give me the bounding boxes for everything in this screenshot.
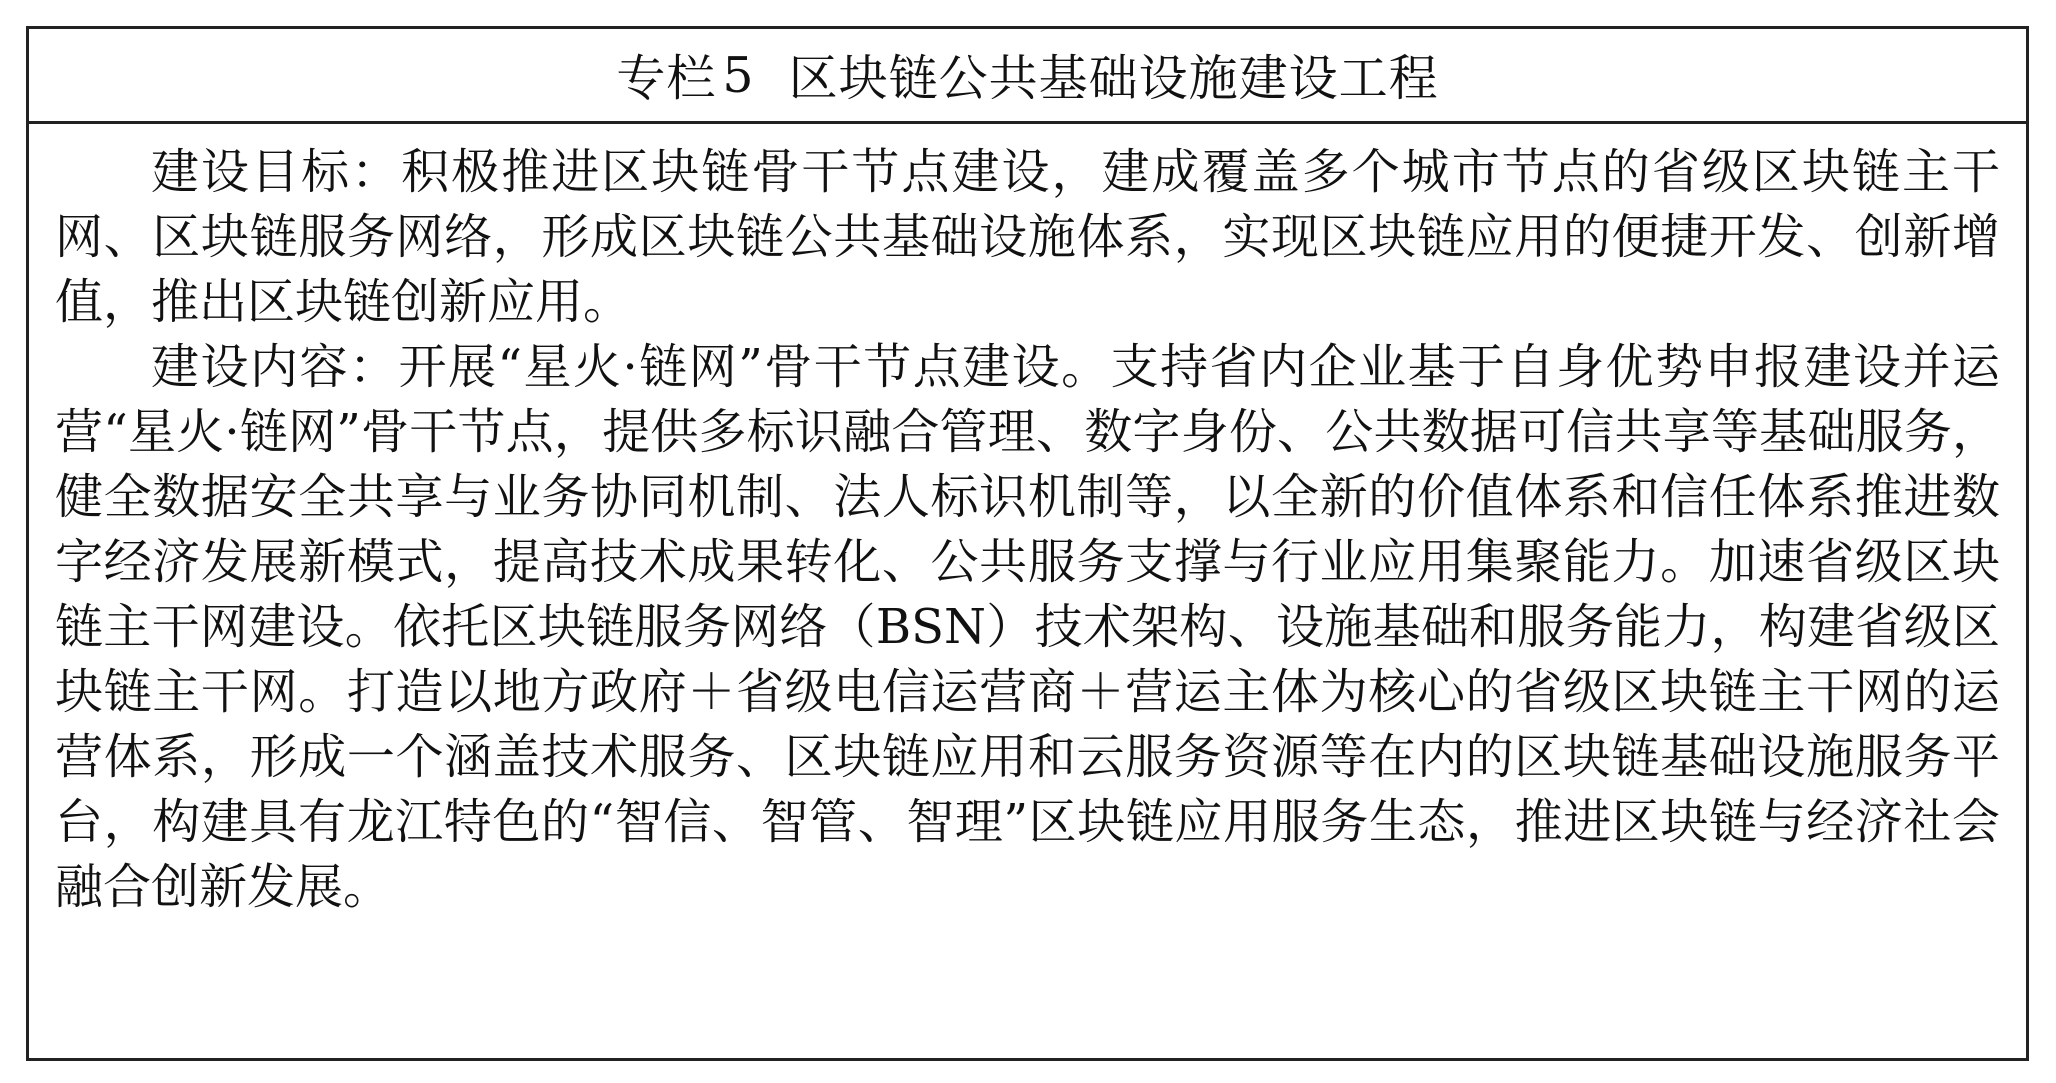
box-title: 区块链公共基础设施建设工程 (788, 50, 1439, 107)
content-text: 开展“星火·链网”骨干节点建设。支持省内企业基于自身优势申报建设并运营“星火·链网”骨干节点，提供多标识融合管理、数字身份、公共数据可信共享等基础服务，健全数据安全共享与业务协同机制、法人标识机制等，以全新的价值体系和信任体系推进数字经济发展新模式，提高技术成果转化、公共服务支撑与行业应用集聚能力。加速省级区块链主干网建设。依托区块链服务网络（BSN）技术架构、设施基础和服务能力，构建省级区块链主干网。打造以地方政府＋省级电信运营商＋营运主体为核心的省级区块链主干网的运营体系，形成一个涵盖技术服务、区块链应用和云服务资源等在内的区块链基础设施服务平台，构建具有龙江特色的“智信、智管、智理”区块链应用服务生态，推进区块链与经济社会融合创新发展。 (55, 339, 2000, 915)
goal-text: 积极推进区块链骨干节点建设，建成覆盖多个城市节点的省级区块链主干网、区块链服务网络，形成区块链公共基础设施体系，实现区块链应用的便捷开发、创新增值，推出区块链创新应用。 (55, 144, 2000, 330)
box-title-number: 5 (722, 46, 755, 104)
box-title-prefix: 专栏 (616, 50, 717, 107)
content-paragraph (55, 335, 2000, 920)
content-lead: 建设内容： (151, 339, 399, 395)
box-header (29, 29, 2026, 124)
box-content (29, 124, 2026, 920)
goal-paragraph (55, 140, 2000, 335)
feature-box (26, 26, 2029, 1061)
goal-lead: 建设目标： (151, 144, 402, 200)
